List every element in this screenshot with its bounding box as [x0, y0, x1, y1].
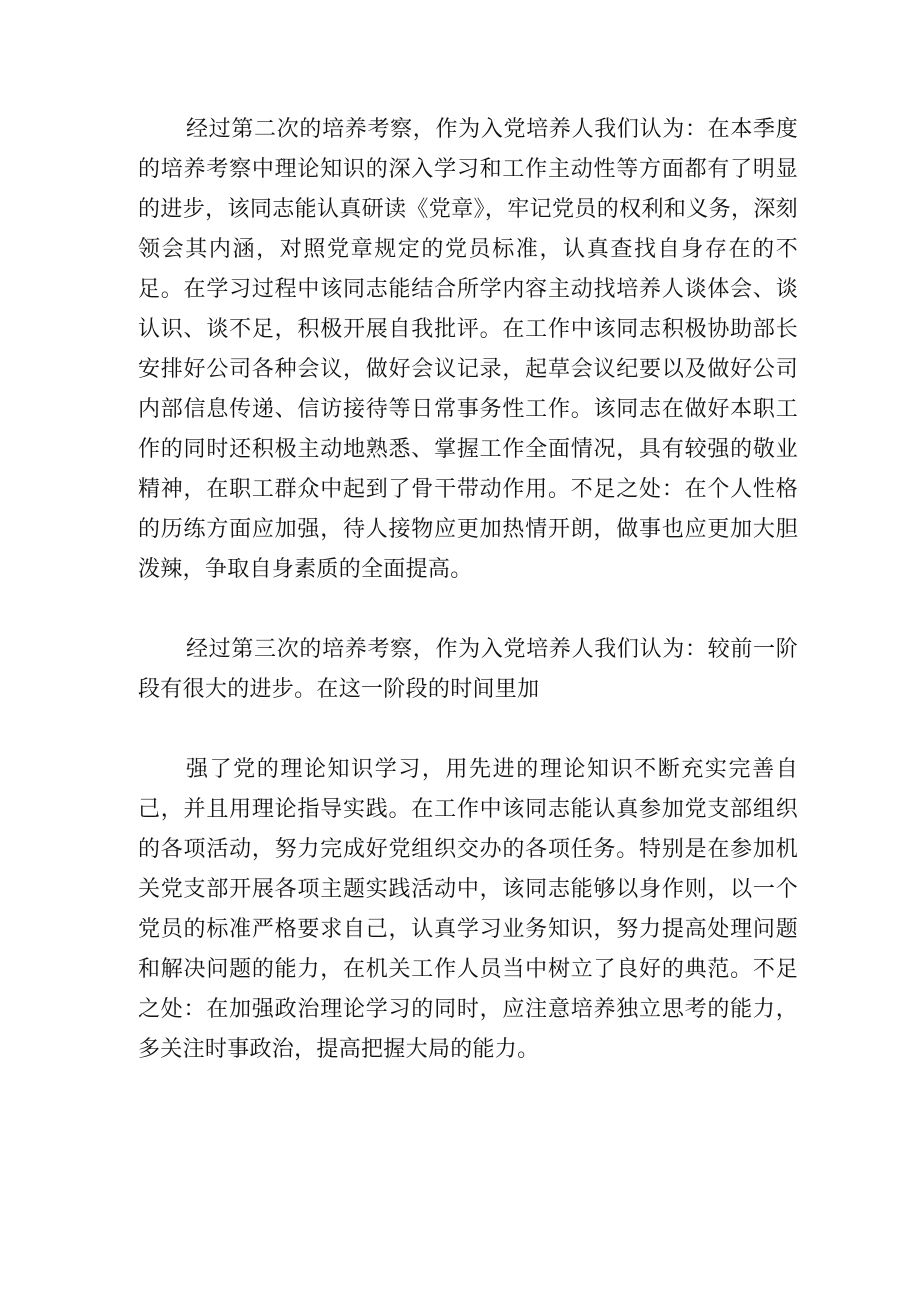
paragraph-second-evaluation: 经过第二次的培养考察，作为入党培养人我们认为：在本季度的培养考察中理论知识的深入学习和工作主动性等方面都有了明显的进步，该同志能认真研读《党章》，牢记党员的权利和义务，深刻领会其内涵，对照党章规定的党员标准，认真查找自身存在的不足。在学习过程中该同志能结合所学内容主动找培养人谈体会、谈认识、谈不足，积极开展自我批评。在工作中该同志积极协助部长安排好公司各种会议，做好会议记录，起草会议纪要以及做好公司内部信息传递、信访接待等日常事务性工作。该同志在做好本职工作的同时还积极主动地熟悉、掌握工作全面情况，具有较强的敬业精神，在职工群众中起到了骨干带动作用。不足之处：在个人性格的历练方面应加强，待人接物应更加热情开朗，做事也应更加大胆泼辣，争取自身素质的全面提高。: [138, 117, 798, 582]
document-page: [138, 110, 798, 1070]
paragraph-third-evaluation-start: 经过第三次的培养考察，作为入党培养人我们认为：较前一阶段有很大的进步。在这一阶段的时间里加: [138, 637, 798, 702]
paragraph-third-evaluation-continued: 强了党的理论知识学习，用先进的理论知识不断充实完善自己，并且用理论指导实践。在工作中该同志能认真参加党支部组织的各项活动，努力完成好党组织交办的各项任务。特别是在参加机关党支部开展各项主题实践活动中，该同志能够以身作则，以一个党员的标准严格要求自己，认真学习业务知识，努力提高处理问题和解决问题的能力，在机关工作人员当中树立了良好的典范。不足之处：在加强政治理论学习的同时，应注意培养独立思考的能力，多关注时事政治，提高把握大局的能力。: [138, 757, 798, 1062]
